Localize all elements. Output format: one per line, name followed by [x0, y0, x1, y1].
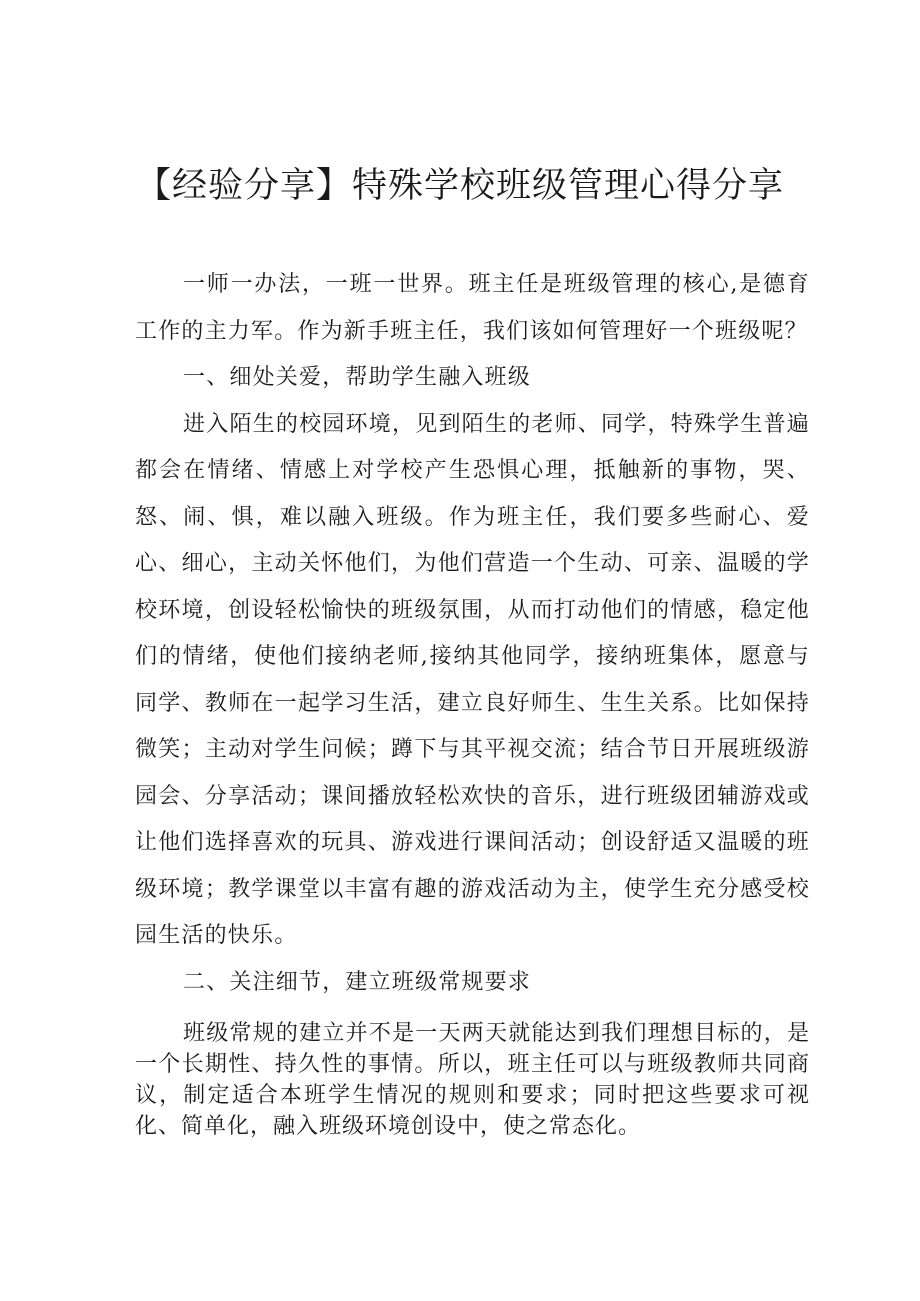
section-1-heading: 一、细处关爱，帮助学生融入班级 [183, 365, 532, 390]
section-2-heading: 二、关注细节，建立班级常规要求 [183, 969, 532, 995]
document-body [135, 262, 810, 1142]
spacer [135, 1006, 810, 1018]
section-1-paragraph: 进入陌生的校园环境，见到陌生的老师、同学，特殊学生普遍都会在情绪、情感上对学校产生恐惧心理，抵触新的事物，哭、怒、闹、惧，难以融入班级。作为班主任，我们要多些耐心、爱心、细心，主动关怀他们，为他们营造一个生动、可亲、温暖的学校环境，创设轻松愉快的班级氛围，从而打动他们的情感，稳定他们的情绪，使他们接纳老师,接纳其他同学，接纳班集体，愿意与同学、教师在一起学习生活，建立良好师生、生生关系。比如保持微笑；主动对学生问候；蹲下与其平视交流；结合节日开展班级游园会、分享活动；课间播放轻松欢快的音乐，进行班级团辅游戏或让他们选择喜欢的玩具、游戏进行课间活动；创设舒适又温暖的班级环境；教学课堂以丰富有趣的游戏活动为主，使学生充分感受校园生活的快乐。 [135, 411, 810, 948]
section-2-paragraph: 班级常规的建立并不是一天两天就能达到我们理想目标的，是一个长期性、持久性的事情。所以，班主任可以与班级教师共同商议，制定适合本班学生情况的规则和要求；同时把这些要求可视化、简单化，融入班级环境创设中，使之常态化。 [135, 1021, 810, 1139]
intro-paragraph: 一师一办法，一班一世界。班主任是班级管理的核心,是德育工作的主力军。作为新手班主任，我们该如何管理好一个班级呢？ [135, 272, 810, 344]
document-title: 【经验分享】特殊学校班级管理心得分享 [135, 166, 784, 206]
